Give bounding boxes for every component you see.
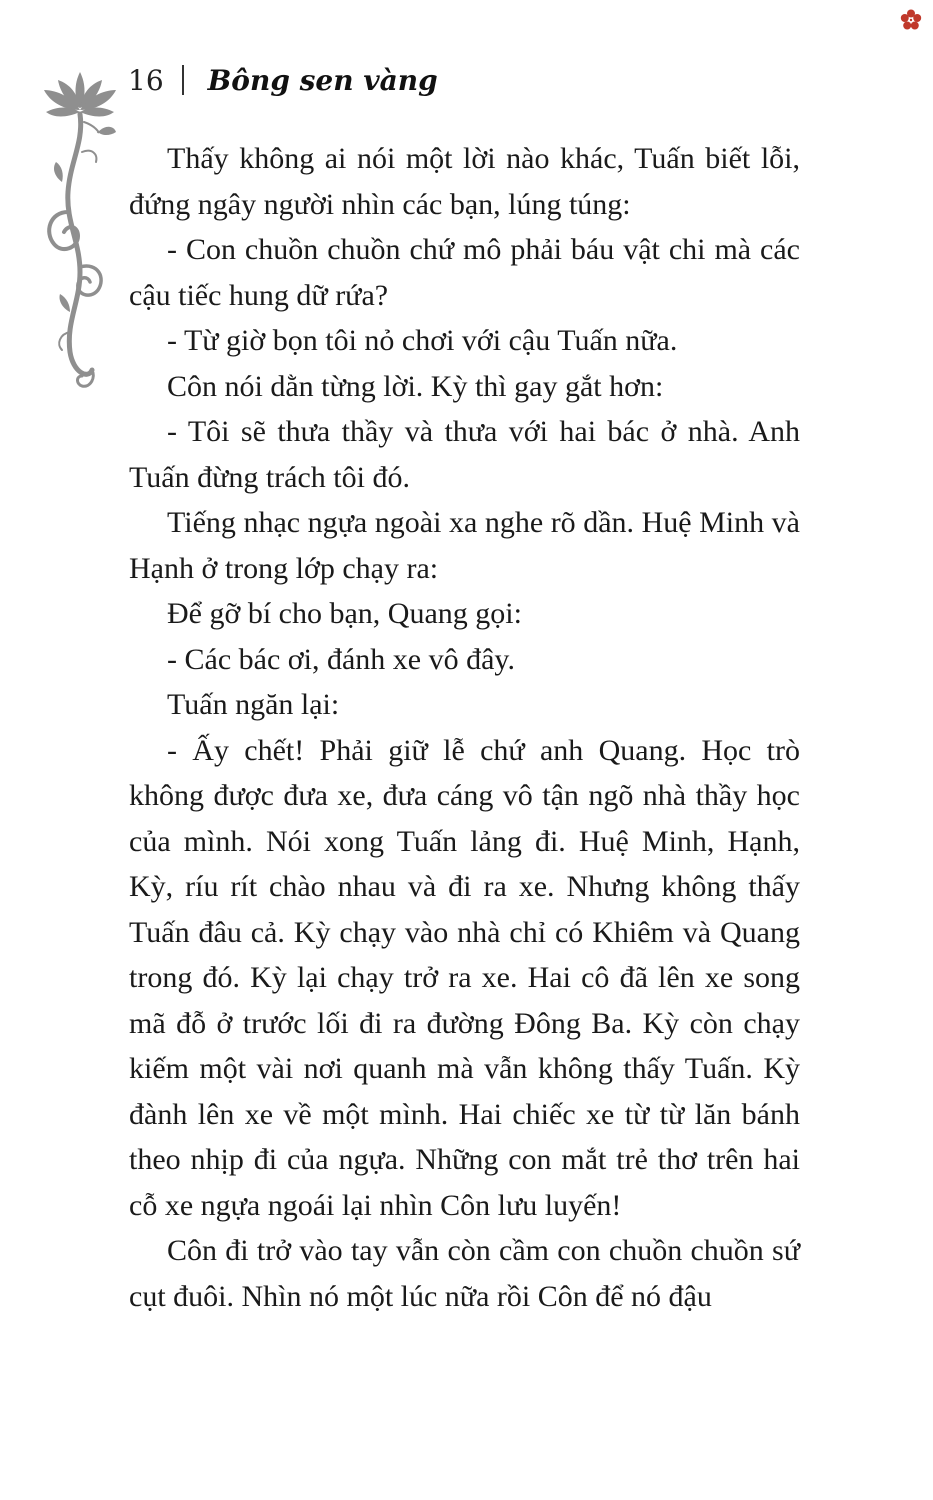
- paragraph: Côn nói dằn từng lời. Kỳ thì gay gắt hơn:: [167, 369, 664, 403]
- paragraph: Côn đi trở vào tay vẫn còn cầm con chuồn chuồn sứ cụt đuôi. Nhìn nó một lúc nữa rồi Côn để nó đậu: [129, 1234, 800, 1313]
- paragraph: Thấy không ai nói một lời nào khác, Tuấn biết lỗi, đứng ngây người nhìn các bạn, lúng túng:: [129, 142, 800, 221]
- page-header: [128, 60, 438, 100]
- lotus-vine-ornament-icon: [40, 62, 120, 397]
- paragraph: - Từ giờ bọn tôi nỏ chơi với cậu Tuấn nữa.: [167, 324, 678, 357]
- running-title: Bông sen vàng: [207, 63, 438, 97]
- paragraph: - Các bác ơi, đánh xe vô đây.: [167, 642, 515, 676]
- paragraph: - Tôi sẽ thưa thầy và thưa với hai bác ở nhà. Anh Tuấn đừng trách tôi đó.: [129, 415, 800, 494]
- page-body: [129, 136, 800, 1319]
- paragraph: - Ấy chết! Phải giữ lễ chứ anh Quang. Học trò không được đưa xe, đưa cáng vô tận ngõ nhà thầy học của mình. Nói xong Tuấn lảng đi. Huệ Minh, Hạnh, Kỳ, ríu rít chào nhau và đi ra xe. Nhưng không thấy Tuấn đâu cả. Kỳ chạy vào nhà chỉ có Khiêm và Quang trong đó. Kỳ lại chạy trở ra xe. Hai cô đã lên xe song mã đỗ ở trước lối đi ra đường Đông Ba. Kỳ còn chạy kiếm một vài nơi quanh mà vẫn không thấy Tuấn. Kỳ đành lên xe về một mình. Hai chiếc xe từ từ lăn bánh theo nhịp đi của ngựa. Những con mắt trẻ thơ trên hai cỗ xe ngựa ngoái lại nhìn Côn lưu luyến!: [129, 733, 800, 1222]
- page-number: 16: [128, 63, 164, 97]
- paragraph: Để gỡ bí cho bạn, Quang gọi:: [167, 597, 522, 630]
- paragraph: - Con chuồn chuồn chứ mô phải báu vật chi mà các cậu tiếc hung dữ rứa?: [129, 233, 800, 312]
- red-flower-icon: [899, 8, 923, 32]
- paragraph: Tuấn ngăn lại:: [167, 688, 340, 721]
- header-divider: [182, 65, 184, 95]
- paragraph: Tiếng nhạc ngựa ngoài xa nghe rõ dần. Huệ Minh và Hạnh ở trong lớp chạy ra:: [129, 506, 800, 585]
